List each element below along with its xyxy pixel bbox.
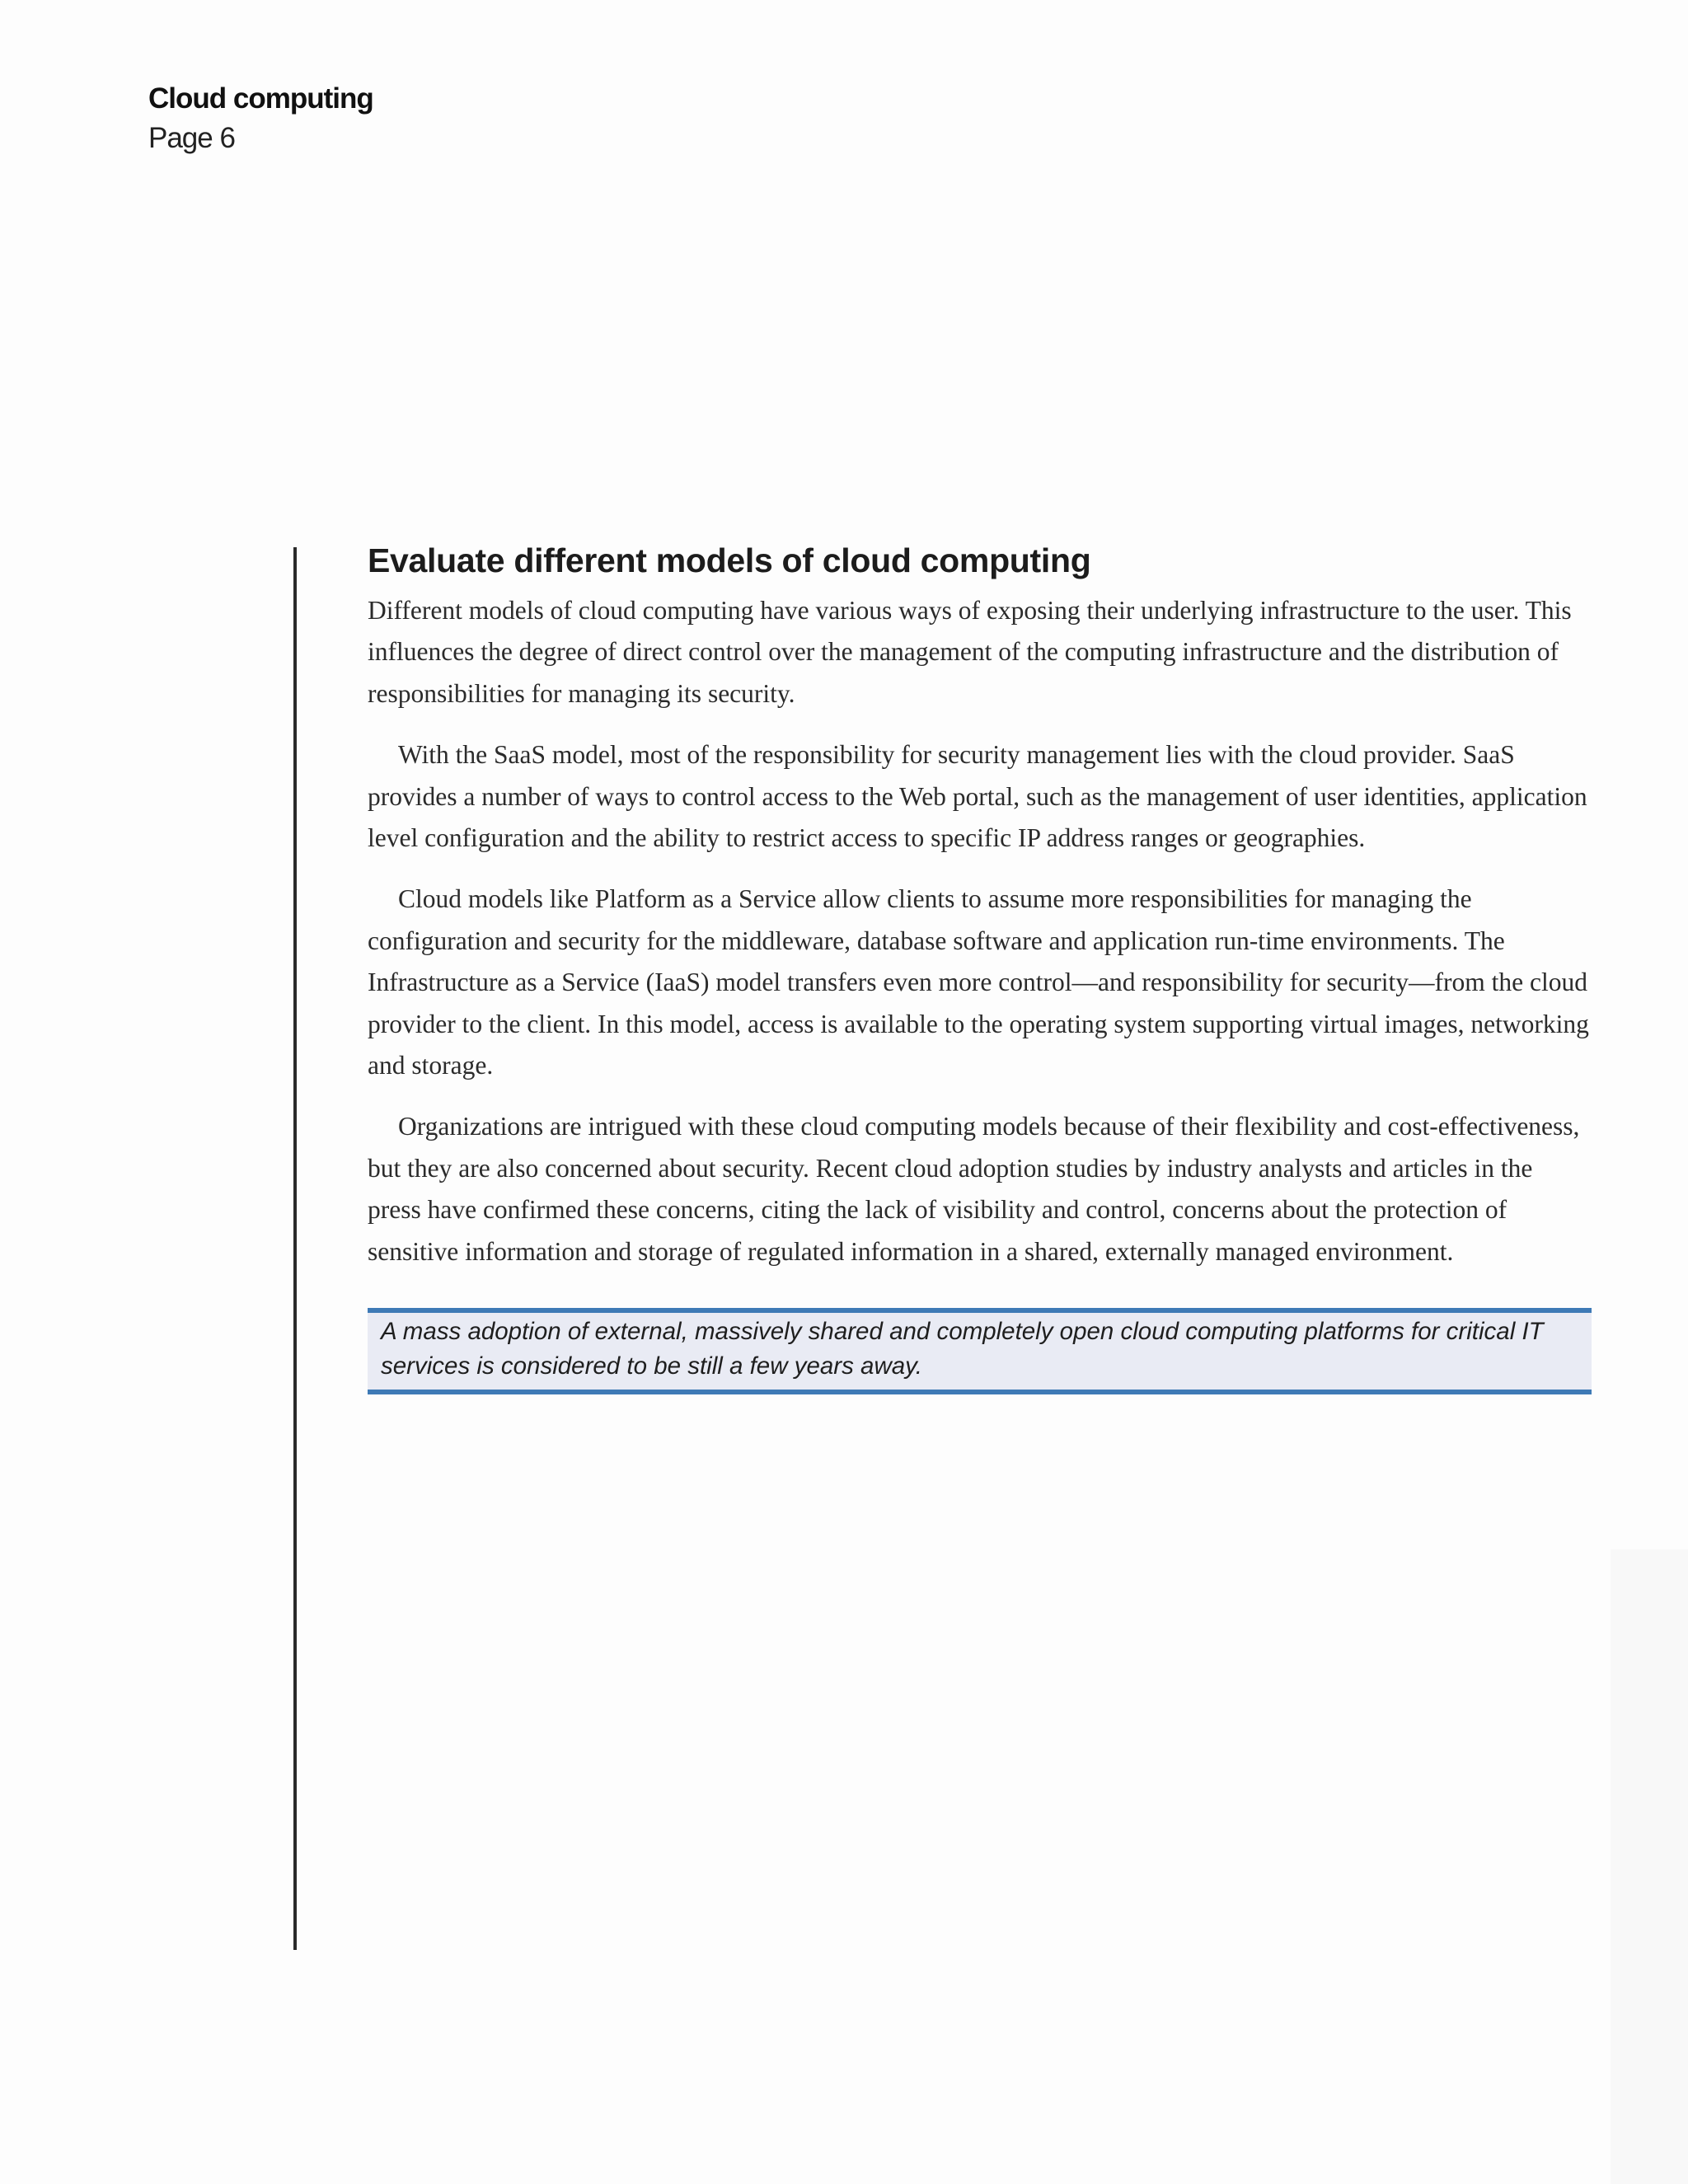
pull-quote-callout: A mass adoption of external, massively shared and completely open cloud computing platforms for critical IT services is considered to be still a few years away.	[368, 1308, 1592, 1394]
section-heading: Evaluate different models of cloud computing	[368, 541, 1091, 579]
page-edge-shade	[1611, 1549, 1688, 2184]
page-number: Page 6	[148, 122, 235, 154]
document-title: Cloud computing	[148, 82, 373, 115]
paragraph: Cloud models like Platform as a Service allow clients to assume more responsibilities for managing the configuration and security for the middleware, database software and application run-time environments. The Infrastructure as a Service (IaaS) model transfers even more control—and responsibility for security—from the cloud provider to the client. In this model, access is available to the operating system supporting virtual images, networking and storage.	[368, 884, 1589, 1080]
body-text	[368, 590, 1592, 1272]
main-content	[368, 536, 1592, 1394]
paragraph: Organizations are intrigued with these cloud computing models because of their flexibility and cost-effectiveness, but they are also concerned about security. Recent cloud adoption studies by industry analysts and articles in the press have confirmed these concerns, citing the lack of visibility and control, concerns about the protection of sensitive information and storage of regulated information in a shared, externally managed environment.	[368, 1112, 1580, 1266]
margin-rule	[293, 547, 297, 1950]
paragraph: Different models of cloud computing have various ways of exposing their underlying infrastructure to the user. This influences the degree of direct control over the management of the computing infrastructure and the distribution of responsibilities for managing its security.	[368, 596, 1572, 708]
paragraph: With the SaaS model, most of the responsibility for security management lies with the cloud provider. SaaS provides a number of ways to control access to the Web portal, such as the management of user identities, application level configuration and the ability to restrict access to specific IP address ranges or geographies.	[368, 740, 1587, 853]
page-header	[148, 79, 373, 158]
